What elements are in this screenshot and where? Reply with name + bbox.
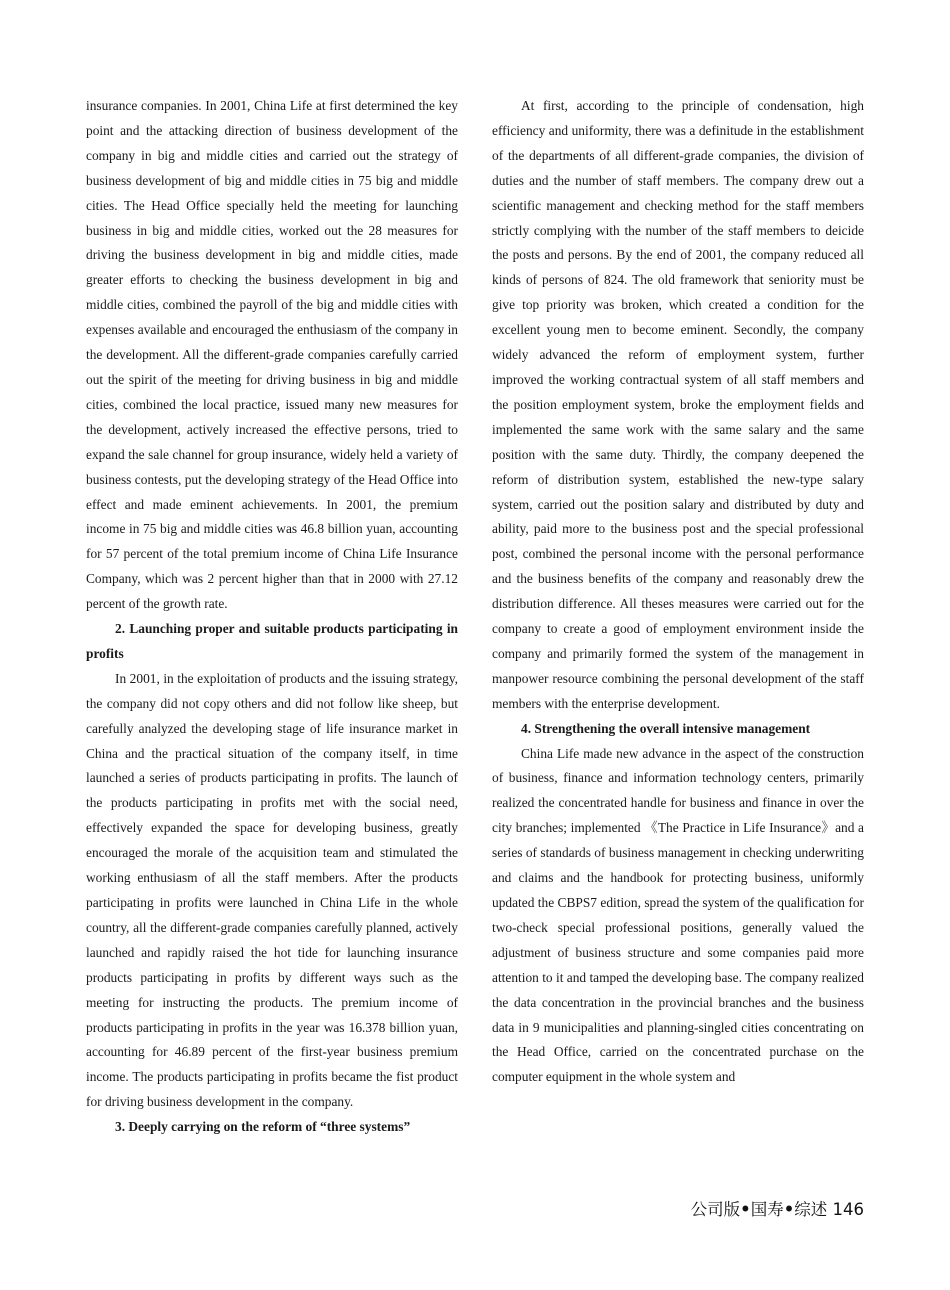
footer-edition: 公司版 xyxy=(690,1200,741,1219)
footer-company: 国寿 xyxy=(750,1200,784,1219)
paragraph-intensive-management: China Life made new advance in the aspect of the construction of business, finance and information technology centers, primarily realized the concentrated handle for business and finance in over the city branches; implemented 《The Practice in Life Insurance》and a series of standards of business management in checking underwriting and claims and the handbook for protecting business, uniformly updated the CBPS7 edition, spread the system of the qualification for two-check special professional positions, generally valued the adjustment of business structure and some companies paid more attention to it and tamped the developing base. The company realized the data concentration in the provincial branches and the business data in 9 municipalities and planning-singled cities concentrating on the Head Office, carried on the concentrated purchase on the computer equipment in the whole system and xyxy=(492,745,864,1085)
footer-section: 综述 xyxy=(794,1200,828,1219)
paragraph-products-profits: In 2001, in the exploitation of products and the issuing strategy, the company did not copy others and did not follow like sheep, but carefully analyzed the developing stage of life insurance market in China and the practical situation of the company itself, in time launched a series of products participating in profits. The launch of the products participating in profits met with the social need, effectively expanded the space for developing business, greatly encouraged the morale of the acquisition team and stimulated the working enthusiasm of all the staff members. After the products participating in profits were launched in China Life in the whole country, all the different-grade companies carefully planned, actively launched and rapidly raised the hot tide for launching insurance products participating in profits by different ways such as the meeting for instructing the products. The premium income of products participating in profits in the year was 16.378 billion yuan, accounting for 46.89 percent of the first-year business premium income. The products participating in profits became the fist product for driving business development in the company. xyxy=(86,670,458,1110)
footer-separator: • xyxy=(740,1200,751,1219)
paragraph-three-systems-reform: At first, according to the principle of condensation, high efficiency and uniformity, there was a definitude in the establishment of the departments of all different-grade companies, the division of duties and the number of staff members. The company drew out a scientific management and checking method for the staff members strictly complying with the number of the staff members to deicide the posts and persons. By the end of 2001, the company reduced all kinds of persons of 824. The old framework that seniority must be give top priority was broken, which created a condition for the excellent young men to become eminent. Secondly, the company widely advanced the reform of employment system, further improved the working contractual system of all staff members and the position employment system, broke the employment fields and implemented the same work with the same salary and the same position with the same duty. Thirdly, the company deepened the reform of distribution system, established the new-type salary system, carried out the position salary and distributed by duty and ability, paid more to the business post and the special professional post, combined the personal income with the personal performance and the business benefits of the company and reasonably drew the distribution difference. All theses measures were carried out for the company to create a good of employment environment inside the company and primarily formed the system of the management in manpower resource combining the personal development of the staff members with the enterprise development. xyxy=(492,98,864,711)
paragraph-big-middle-cities: insurance companies. In 2001, China Life at first determined the key point and the attacking direction of business development of the company in big and middle cities and carried out the strategy of business development of big and middle cities in 75 big and middle cities. The Head Office specially held the meeting for launching business in big and middle cities, worked out the 28 measures for driving the business development in big and middle cities, made greater efforts to checking the business development in big and middle cities, combined the payroll of the big and middle cities with expenses available and encouraged the enthusiasm of the company in the development. All the different-grade companies carefully carried out the spirit of the meeting for driving business in big and middle cities, combined the local practice, issued many new measures for the development, actively increased the effective persons, tried to expand the sale channel for group insurance, widely held a variety of business contests, put the developing strategy of the Head Office into effect and made eminent achievements. In 2001, the premium income in 75 big and middle cities was 46.8 billion yuan, accounting for 57 percent of the total premium income of China Life Insurance Company, which was 2 percent higher than that in 2000 with 27.12 percent of the growth rate. xyxy=(86,98,458,612)
section-heading-3: 3. Deeply carrying on the reform of “three systems” xyxy=(115,1119,411,1135)
section-heading-2: 2. Launching proper and suitable products participating in profits xyxy=(86,621,458,661)
right-column xyxy=(492,94,864,1090)
section-heading-4: 4. Strengthening the overall intensive management xyxy=(521,720,811,736)
left-column xyxy=(86,94,458,1140)
footer-separator: • xyxy=(783,1200,795,1219)
page-footer xyxy=(691,1198,864,1222)
page-number: 146 xyxy=(832,1200,864,1219)
